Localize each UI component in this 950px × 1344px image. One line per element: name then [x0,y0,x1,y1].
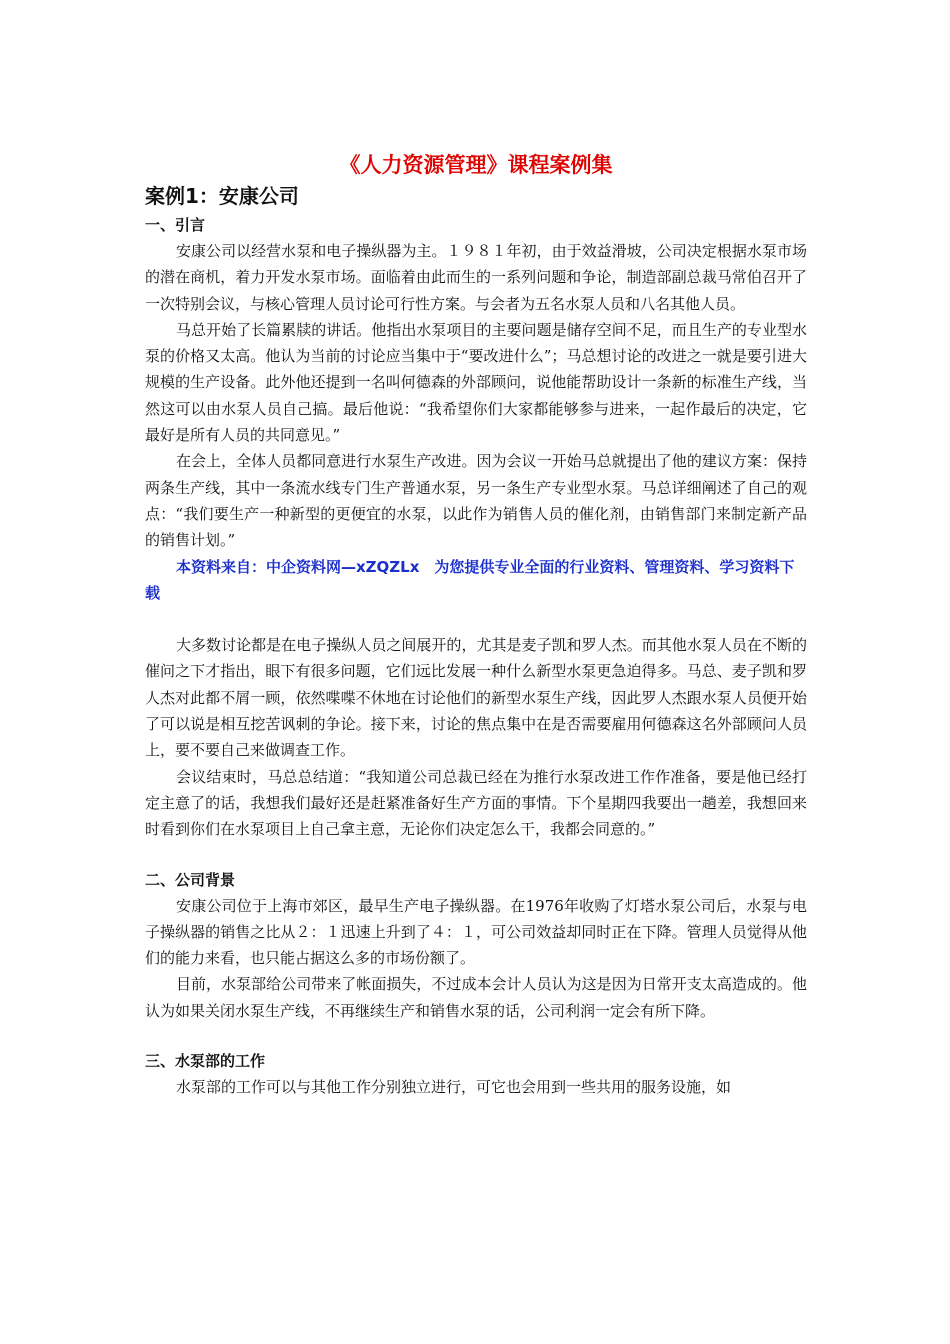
spacer [145,1024,807,1048]
case-heading: 案例1：安康公司 [145,184,299,208]
paragraph: 安康公司以经营水泵和电子操纵器为主。１９８１年初，由于效益滑坡，公司决定根据水泵市场的潜在商机，着力开发水泵市场。面临着由此而生的一系列问题和争论，制造部副总裁马常伯召开了一次特别会议，与核心管理人员讨论可行性方案。与会者为五名水泵人员和八名其他人员。 [145,242,807,313]
document-title: 《人力资源管理》课程案例集 [339,153,613,177]
paragraph: 马总开始了长篇累牍的讲话。他指出水泵项目的主要问题是储存空间不足，而且生产的专业型水泵的价格又太高。他认为当前的讨论应当集中于“要改进什么”；马总想讨论的改进之一就是要引进大规模的生产设备。此外他还提到一名叫何德森的外部顾问，说他能帮助设计一条新的标准生产线，当然这可以由水泵人员自己搞。最后他说：“我希望你们大家都能够参与进来，一起作最后的决定，它最好是所有人员的共同意见。” [145,320,807,445]
spacer [145,843,807,867]
paragraph: 水泵部的工作可以与其他工作分别独立进行，可它也会用到一些共用的服务设施，如 [176,1078,732,1097]
spacer [145,606,807,632]
paragraph: 安康公司位于上海市郊区，最早生产电子操纵器。在1976年收购了灯塔水泵公司后，水泵与电子操纵器的销售之比从２：１迅速上升到了４：１，可公司效益却同时正在下降。管理人员觉得从他们的能力来看，也只能占据这么多的市场份额了。 [145,896,807,968]
paragraph: 在会上，全体人员都同意进行水泵生产改进。因为会议一开始马总就提出了他的建议方案：保持两条生产线，其中一条流水线专门生产普通水泵，另一条生产专业型水泵。马总详细阐述了自己的观点：“我们要生产一种新型的更便宜的水泵，以此作为销售人员的催化剂，由销售部门来制定新产品的销售计划。” [145,452,807,550]
section-heading-pump-dept: 三、水泵部的工作 [145,1052,266,1071]
section-heading-intro: 一、引言 [145,216,206,234]
paragraph: 目前，水泵部给公司带来了帐面损失，不过成本会计人员认为这是因为日常开支太高造成的。他认为如果关闭水泵生产线，不再继续生产和销售水泵的话，公司利润一定会有所下降。 [145,975,807,1020]
source-promo-link[interactable]: 本资料来自：中企资料网—xZQZLx 为您提供专业全面的行业资料、管理资料、学习资料下载 [145,557,795,602]
paragraph: 会议结束时，马总总结道：“我知道公司总裁已经在为推行水泵改进工作作准备，要是他已经打定主意了的话，我想我们最好还是赶紧准备好生产方面的事情。下个星期四我要出一趟差，我想回来时看到你们在水泵项目上自己拿主意，无论你们决定怎么干，我都会同意的。” [145,767,807,839]
document-page [145,150,807,1100]
section-heading-background: 二、公司背景 [145,870,236,889]
paragraph: 大多数讨论都是在电子操纵人员之间展开的，尤其是麦子凯和罗人杰。而其他水泵人员在不断的催问之下才指出，眼下有很多问题，它们远比发展一种什么新型水泵更急迫得多。马总、麦子凯和罗人杰对此都不屑一顾，依然喋喋不休地在讨论他们的新型水泵生产线，因此罗人杰跟水泵人员便开始了可以说是相互挖苦讽刺的争论。接下来，讨论的焦点集中在是否需要雇用何德森这名外部顾问人员上，要不要自己来做调查工作。 [145,636,807,760]
